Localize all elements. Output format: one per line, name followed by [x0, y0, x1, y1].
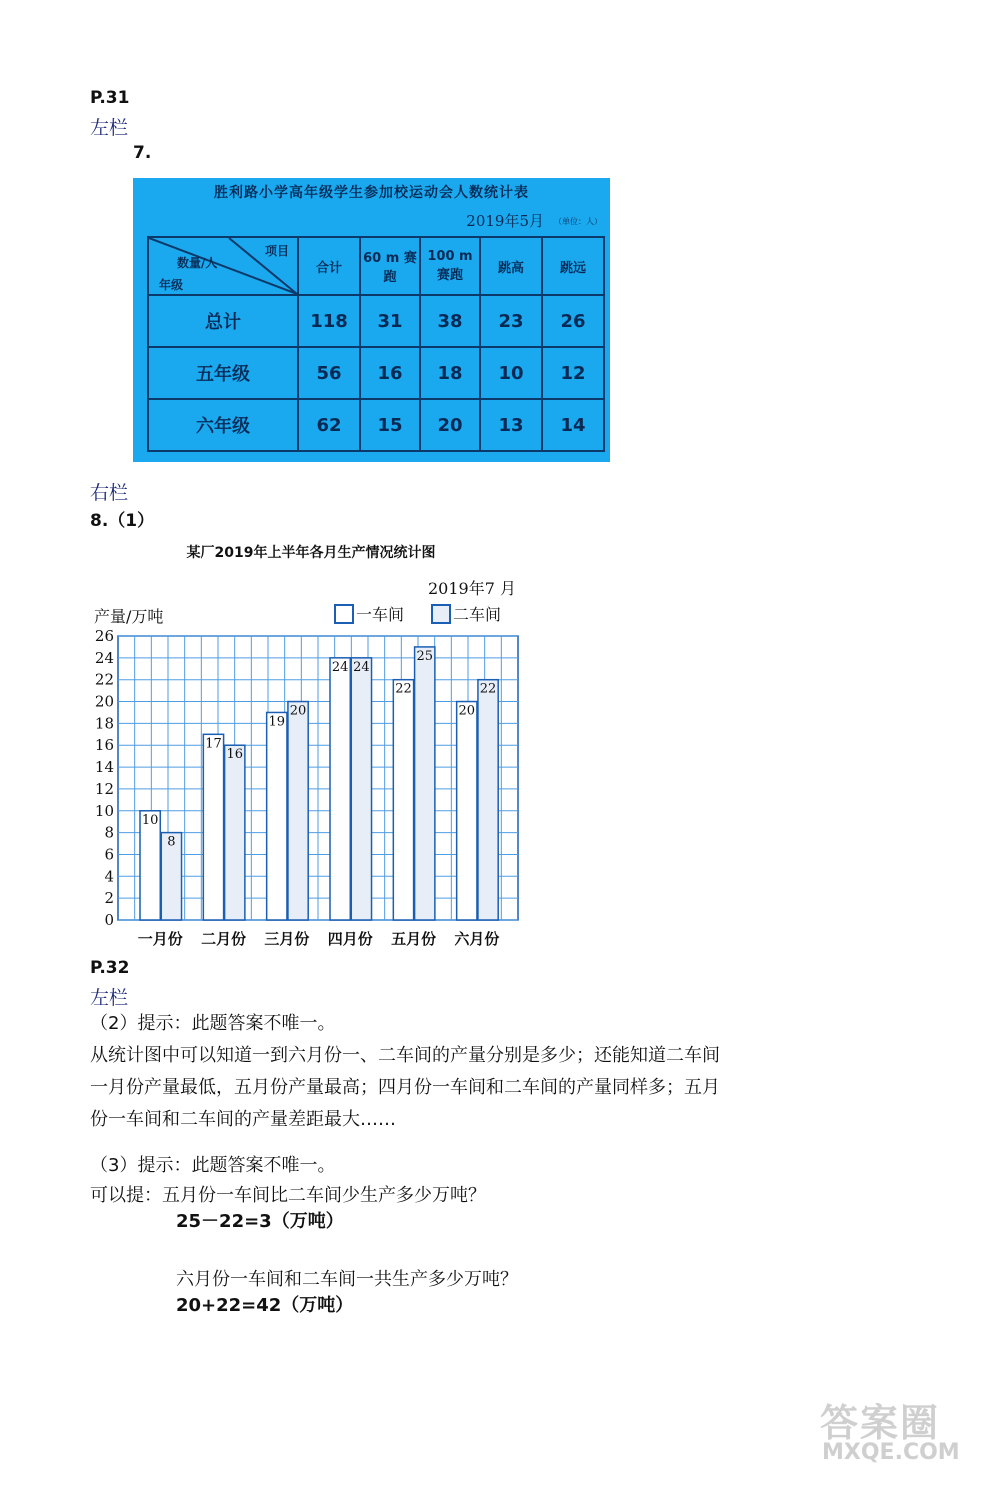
y-tick-label: 4: [104, 867, 114, 886]
bar: [393, 680, 413, 920]
y-tick-label: 12: [94, 779, 114, 798]
bar-data-label: 20: [289, 703, 307, 719]
bar-data-label: 22: [395, 681, 412, 697]
diag-label-top: 项目: [264, 244, 289, 258]
table-cell: 56: [298, 347, 360, 399]
table-title: 胜利路小学高年级学生参加校运动会人数统计表: [214, 185, 529, 201]
table-row: [148, 399, 604, 451]
page-number-p31: P.31: [90, 88, 130, 108]
chart-title: 某厂2019年上半年各月生产情况统计图: [186, 545, 436, 561]
table-cell: 20: [420, 399, 480, 451]
table-cell: 14: [542, 399, 604, 451]
table-row-label: 六年级: [148, 399, 298, 451]
y-tick-label: 10: [94, 801, 114, 820]
table-cell: 10: [480, 347, 542, 399]
chart-y-axis-label: 产量/万吨: [94, 607, 164, 626]
q3-calc-1: 25－22=3（万吨）: [176, 1211, 344, 1232]
q3-question-2: 六月份一车间和二车间一共生产多少万吨？: [176, 1269, 518, 1290]
bar: [415, 647, 435, 920]
y-tick-label: 24: [94, 648, 114, 667]
x-category-label: 四月份: [327, 930, 373, 948]
right-column-label: 右栏: [90, 482, 129, 504]
x-category-label: 二月份: [201, 930, 247, 948]
table-cell: 18: [420, 347, 480, 399]
table-header-long-jump: 跳远: [542, 237, 604, 295]
page-number-p32: P.32: [90, 958, 130, 978]
table-cell: 38: [420, 295, 480, 347]
bar: [288, 702, 308, 920]
table-header-60m: 60 m 赛跑: [360, 237, 420, 295]
q2-body-line-2: 一月份产量最低，五月份产量最高；四月份一车间和二车间的产量同样多；五月: [90, 1077, 720, 1098]
table-row: [148, 347, 604, 399]
q2-body-line-3: 份一车间和二车间的产量差距最大……: [90, 1109, 396, 1130]
table-header-100m: 100 m 赛跑: [420, 237, 480, 295]
x-category-label: 六月份: [454, 930, 500, 948]
table-row-label: 总计: [148, 295, 298, 347]
table-cell: 62: [298, 399, 360, 451]
table-cell: 118: [298, 295, 360, 347]
x-category-label: 三月份: [264, 930, 310, 948]
legend-label: 二车间: [453, 605, 502, 624]
x-category-label: 五月份: [391, 930, 437, 948]
diag-label-bottom: 年级: [159, 278, 184, 292]
table-cell: 13: [480, 399, 542, 451]
bar: [351, 658, 371, 920]
table-row-label: 五年级: [148, 347, 298, 399]
q3-calc-2: 20+22=42（万吨）: [176, 1295, 354, 1316]
bar-data-label: 25: [416, 648, 434, 664]
y-tick-label: 20: [94, 692, 114, 711]
q3-hint: （3）提示：此题答案不唯一。: [90, 1155, 336, 1176]
y-tick-label: 18: [94, 714, 114, 733]
bar: [478, 680, 498, 920]
table-cell: 26: [542, 295, 604, 347]
chart-date: 2019年7 月: [428, 579, 516, 598]
table-cell: 31: [360, 295, 420, 347]
bar-data-label: 16: [226, 747, 244, 763]
left-column-label: 左栏: [90, 117, 129, 139]
left-column-label-2: 左栏: [90, 987, 129, 1009]
bar: [457, 702, 477, 920]
watermark-logo: 答案圈: [820, 1401, 941, 1445]
table-cell: 16: [360, 347, 420, 399]
bar-chart: [86, 540, 536, 960]
table-cell: 12: [542, 347, 604, 399]
table-row: [148, 295, 604, 347]
table-unit: （单位：人）: [554, 217, 602, 226]
bar-data-label: 20: [458, 703, 476, 719]
y-tick-label: 2: [104, 889, 114, 908]
bar: [330, 658, 350, 920]
y-tick-label: 22: [94, 670, 114, 689]
q2-body-line-1: 从统计图中可以知道一到六月份一、二车间的产量分别是多少；还能知道二车间: [90, 1045, 720, 1066]
table-cell: 15: [360, 399, 420, 451]
bar-data-label: 24: [331, 659, 349, 675]
table-header-high-jump: 跳高: [480, 237, 542, 295]
statistics-table-image: [133, 178, 610, 462]
question-8-label: 8.（1）: [90, 511, 155, 531]
q2-hint: （2）提示：此题答案不唯一。: [90, 1013, 336, 1034]
bar-data-label: 24: [353, 659, 370, 675]
diag-label-mid: 数量/人: [177, 256, 218, 270]
table-cell: 23: [480, 295, 542, 347]
table-header-row: [148, 237, 604, 295]
bar: [225, 745, 245, 920]
y-tick-label: 8: [104, 823, 114, 842]
bar-data-label: 8: [167, 834, 176, 850]
y-tick-label: 16: [94, 736, 114, 755]
x-category-label: 一月份: [137, 930, 183, 948]
watermark-url: MXQE.COM: [822, 1440, 960, 1465]
y-tick-label: 14: [94, 758, 114, 777]
statistics-table: [147, 236, 605, 452]
table-header-total: 合计: [298, 237, 360, 295]
y-tick-label: 6: [104, 845, 114, 864]
question-7-label: 7.: [133, 143, 152, 163]
bar: [203, 734, 223, 920]
y-tick-label: 26: [94, 627, 114, 645]
bar-data-label: 19: [268, 714, 286, 730]
legend-label: 一车间: [356, 605, 405, 624]
table-date: 2019年5月: [466, 212, 544, 230]
bar: [267, 712, 287, 920]
chart-plot: [86, 540, 536, 960]
table-diagonal-header: [148, 237, 298, 295]
q3-intro: 可以提：五月份一车间比二车间少生产多少万吨？: [90, 1185, 486, 1206]
bar-data-label: 22: [479, 681, 497, 697]
bar-data-label: 10: [141, 812, 159, 828]
y-tick-label: 0: [104, 911, 114, 929]
bar-data-label: 17: [205, 736, 222, 752]
